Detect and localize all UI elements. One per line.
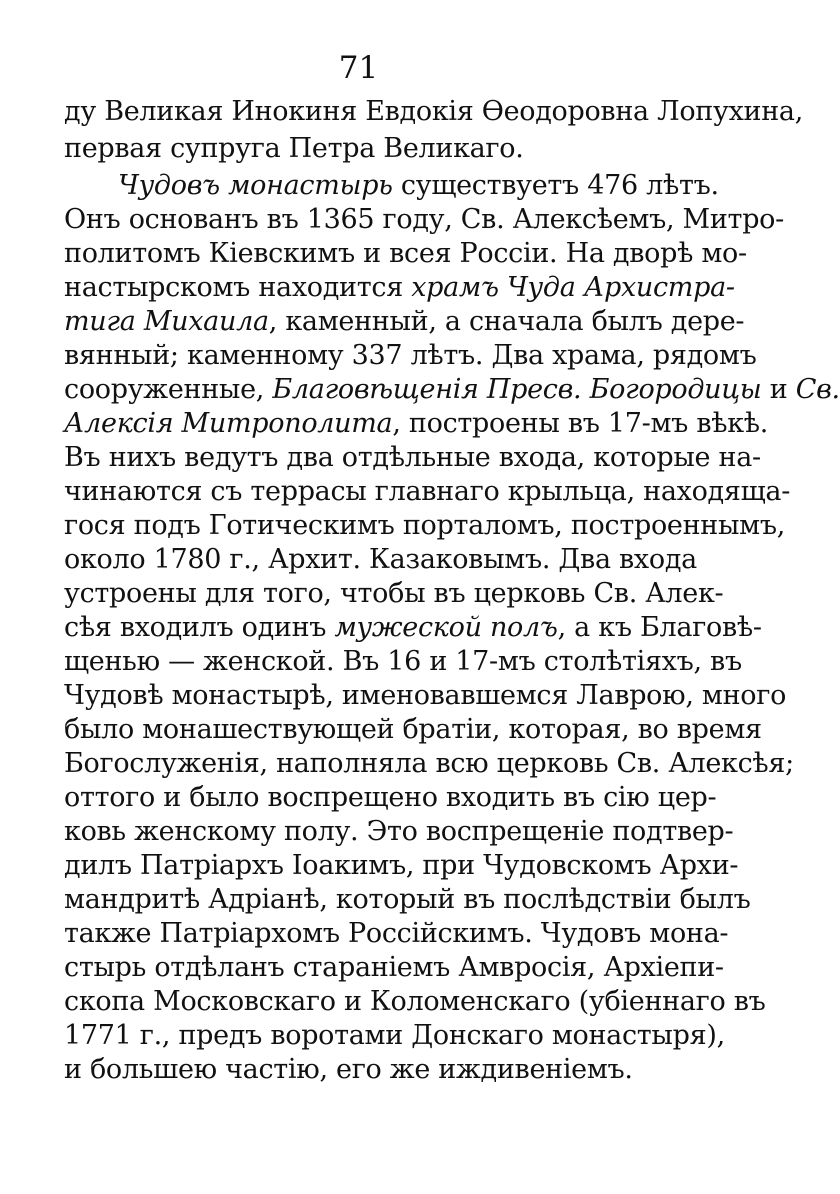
italic-segment: храмъ Чуда Архистра- — [411, 272, 735, 303]
text-line-13 — [64, 509, 786, 543]
text-segment: стырь отдѣланъ стараніемъ Амвросія, Архіепи- — [64, 952, 724, 983]
text-segment: настырскомъ находится — [64, 272, 412, 303]
text-line-12 — [64, 475, 791, 509]
text-segment: было монашествующей братіи, которая, во время — [64, 714, 762, 745]
text-line-21 — [64, 781, 717, 815]
text-line-1 — [64, 95, 803, 129]
text-segment: Въ нихъ ведутъ два отдѣльные входа, которые на- — [64, 442, 761, 473]
text-segment: вянный; каменному 337 лѣтъ. Два храма, рядомъ — [64, 340, 757, 371]
page-number: 71 — [338, 50, 379, 86]
text-line-27 — [64, 985, 766, 1019]
text-line-18 — [64, 679, 787, 713]
text-segment: существуетъ 476 лѣтъ. — [392, 170, 719, 201]
text-line-9 — [64, 373, 840, 407]
italic-segment: тига Михаила — [64, 306, 269, 337]
text-line-28 — [64, 1019, 725, 1053]
text-line-4 — [64, 203, 784, 237]
italic-segment: Чудовъ монастырь — [118, 170, 393, 201]
text-segment: устроены для того, чтобы въ церковь Св. Алек- — [64, 578, 724, 609]
text-segment: 1771 г., предъ воротами Донскаго монастыря), — [64, 1020, 725, 1051]
text-segment: дилъ Патріархъ Іоакимъ, при Чудовскомъ Архи- — [64, 850, 739, 881]
text-line-25 — [64, 917, 729, 951]
italic-segment: Св. — [795, 374, 840, 405]
text-segment: ду Великая Инокиня Евдокія Ѳеодоровна Лопухина, — [64, 96, 803, 127]
text-line-19 — [64, 713, 762, 747]
text-segment: оттого и было воспрещено входить въ сію цер- — [64, 782, 717, 813]
text-line-29 — [64, 1053, 684, 1087]
text-line-7 — [64, 305, 745, 339]
text-segment: щенью — женской. Въ 16 и 17-мъ столѣтіяхъ, въ — [64, 646, 742, 677]
text-segment: сѣя входилъ одинъ — [64, 612, 335, 643]
text-segment: политомъ Кіевскимъ и всея Россіи. На дворѣ мо- — [64, 238, 747, 269]
text-line-26 — [64, 951, 724, 985]
text-segment: около 1780 г., Архит. Казаковымъ. Два входа — [64, 544, 697, 575]
text-segment: чинаются съ террасы главнаго крыльца, находяща- — [64, 476, 791, 507]
text-segment: и — [761, 374, 796, 405]
text-segment: скопа Московскаго и Коломенскаго (убіеннаго въ — [64, 986, 766, 1017]
italic-segment: мужеской полъ — [334, 612, 558, 643]
text-segment: Чудовѣ монастырѣ, именовавшемся Лаврою, много — [64, 680, 787, 711]
text-segment: первая супруга Петра Великаго. — [64, 133, 524, 164]
text-segment: и большею частію, его же иждивеніемъ. — [64, 1054, 633, 1085]
text-segment: сооруженные, — [64, 374, 273, 405]
text-line-11 — [64, 441, 761, 475]
text-segment: , а къ Благовѣ- — [557, 612, 762, 643]
italic-segment: Благовѣщенія Пресв. Богородицы — [272, 374, 762, 405]
text-line-16 — [64, 611, 762, 645]
text-line-6 — [64, 271, 735, 305]
text-segment: ковь женскому полу. Это воспрещеніе подтвер- — [64, 816, 734, 847]
text-line-3 — [118, 169, 719, 203]
text-line-17 — [64, 645, 742, 679]
text-segment: , каменный, а сначала былъ дере- — [268, 306, 745, 337]
text-segment: также Патріархомъ Россійскимъ. Чудовъ мона- — [64, 918, 729, 949]
text-line-24 — [64, 883, 751, 917]
text-segment: мандритѣ Адріанѣ, который въ послѣдствіи былъ — [64, 884, 751, 915]
text-line-2 — [64, 132, 684, 166]
text-segment: Богослуженія, наполняла всю церковь Св. Алексѣя; — [64, 748, 794, 779]
text-segment: Онъ основанъ въ 1365 году, Св. Алексѣемъ, Митро- — [64, 204, 784, 235]
text-line-15 — [64, 577, 724, 611]
text-line-14 — [64, 543, 697, 577]
text-line-10 — [64, 407, 769, 441]
text-line-23 — [64, 849, 739, 883]
text-line-20 — [64, 747, 794, 781]
italic-segment: Алексія Митрополита — [64, 408, 393, 439]
text-line-22 — [64, 815, 734, 849]
text-line-8 — [64, 339, 757, 373]
text-line-5 — [64, 237, 747, 271]
text-segment: , построены въ 17-мъ вѣкѣ. — [392, 408, 769, 439]
text-segment: гося подъ Готическимъ порталомъ, построеннымъ, — [64, 510, 786, 541]
